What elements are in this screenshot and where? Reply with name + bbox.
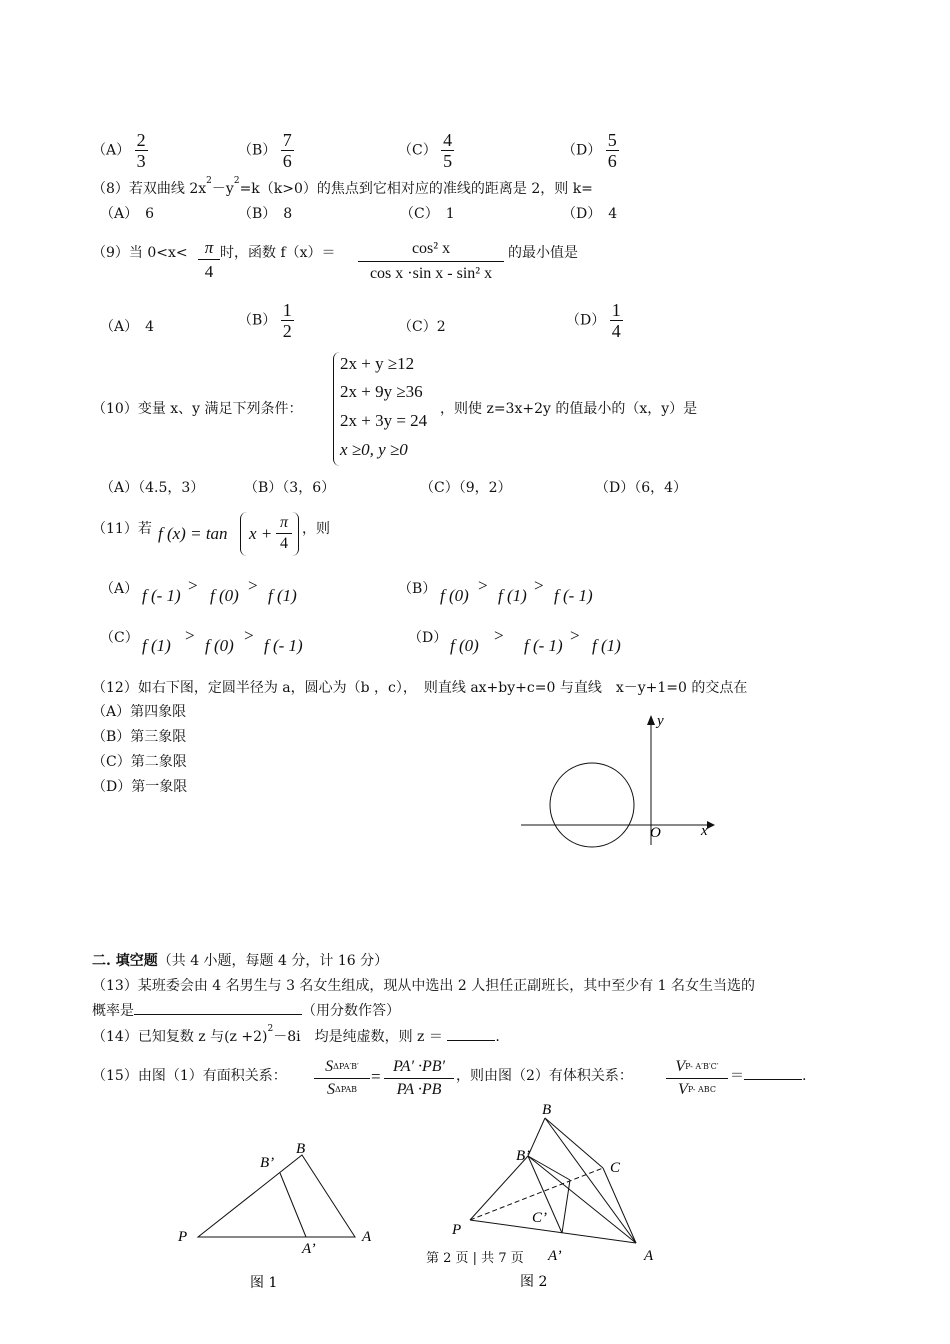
- q11-b-term2: f (1): [498, 586, 527, 605]
- triangle-pab: [198, 1155, 355, 1237]
- q12-stem: （12）如右下图，定圆半径为 a，圆心为（b ，c）， 则直线 ax+by+c=0 与直线 x－y+1=0 的交点在: [92, 680, 748, 696]
- q8-option-d: （D） 4: [562, 206, 618, 222]
- label-a-prime: A’: [548, 1248, 562, 1264]
- q12-option-a: （A）第四象限: [92, 704, 187, 720]
- q7-option-b: （B） $\frac{7}{6}$: [238, 130, 292, 171]
- label-p: P: [178, 1229, 188, 1245]
- q11-c-term3: f (- 1): [264, 636, 303, 655]
- q14-answer-blank: [447, 1026, 495, 1041]
- edge-c-prime-a-prime: [562, 1180, 570, 1233]
- gt-sign: >: [248, 576, 258, 595]
- q10-cond4: x ≥0, y ≥0: [340, 440, 408, 459]
- q12-option-b: （B）第三象限: [92, 729, 187, 745]
- gt-sign: >: [185, 626, 195, 645]
- q13-answer-blank: [134, 1000, 302, 1015]
- label-a: A: [644, 1248, 654, 1264]
- x-axis-label: x: [701, 823, 708, 839]
- q10-cond1: 2x + y ≥12: [340, 354, 415, 373]
- label-b: B: [542, 1102, 552, 1118]
- q9-option-a: （A） 4: [100, 319, 155, 335]
- q11-d-term2: f (- 1): [524, 636, 563, 655]
- q9-option-b: （B） $\frac{1}{2}$: [238, 300, 292, 341]
- q11-stem-end: ，则: [302, 521, 330, 537]
- q10-cond2: 2x + 9y ≥36: [340, 382, 423, 401]
- q9-fraction: cos² x cos x ·sin x - sin² x: [358, 237, 504, 286]
- fraction: $\frac{7}{6}$: [282, 130, 292, 171]
- q11-c-term2: f (0): [205, 636, 234, 655]
- q7-option-c: （C） $\frac{4}{5}$: [398, 130, 453, 171]
- gt-sign: >: [478, 576, 488, 595]
- q11-b-term3: f (- 1): [554, 586, 593, 605]
- gt-sign: >: [570, 626, 580, 645]
- q15-text-mid: ，则由图（2）有体积关系：: [456, 1068, 633, 1084]
- q10-cond3: 2x + 3y = 24: [340, 411, 428, 430]
- fraction: $\frac{4}{5}$: [443, 130, 453, 171]
- q11-f: f (x) = tan: [158, 524, 228, 543]
- q12-option-c: （C）第二象限: [92, 754, 187, 770]
- q15-area-ratio: SΔPA′B′ SΔPAB: [314, 1056, 370, 1101]
- origin-label: O: [650, 825, 661, 841]
- edge-b-c: [545, 1118, 603, 1168]
- q10-option-c: （C）（9，2）: [420, 480, 512, 496]
- label-b-prime: B’: [516, 1148, 531, 1164]
- segment-a-prime-b-prime: [280, 1173, 306, 1237]
- q7-option-d: （D） $\frac{5}{6}$: [562, 130, 617, 171]
- q15-length-ratio: PA′ ·PB′ PA ·PB: [384, 1056, 454, 1101]
- label-p: P: [452, 1222, 462, 1238]
- q15-answer-blank: [744, 1065, 802, 1080]
- q8-option-c: （C） 1: [400, 206, 455, 222]
- label-c-prime: C’: [532, 1210, 547, 1226]
- q11-paren-left: [240, 512, 247, 556]
- q8-stem: （8）若双曲线 $2x^2-y^2=k(k>0)$的焦点到它相对应的准线的距离是 2，则 k=: [92, 176, 593, 197]
- label-b-prime: B’: [260, 1155, 275, 1171]
- figure-1-caption: 图 1: [250, 1275, 278, 1291]
- q10-brace: [333, 352, 340, 466]
- q11-a-term3: f (1): [268, 586, 297, 605]
- fixed-circle: [550, 763, 634, 847]
- q11-pi-over-4: π 4: [276, 513, 292, 554]
- q11-d-term3: f (1): [592, 636, 621, 655]
- y-axis-label: y: [657, 713, 664, 729]
- label-b: B: [296, 1141, 306, 1157]
- label-c: C: [610, 1160, 621, 1176]
- q10-option-d: （D）（6，4）: [595, 480, 688, 496]
- q15-answer: ＝ .: [730, 1065, 806, 1085]
- q11-paren-right: [292, 512, 299, 556]
- q7-option-a: （A） $\frac{2}{3}$: [92, 130, 146, 171]
- y-axis-arrow-icon: [647, 715, 655, 725]
- q11-a-term2: f (0): [210, 586, 239, 605]
- q10-stem-start: （10）变量 x、y 满足下列条件：: [92, 401, 303, 417]
- figure-1-triangle: [170, 1135, 390, 1300]
- fraction: $\frac{5}{6}$: [607, 130, 617, 171]
- q11-a-term1: f (- 1): [142, 586, 181, 605]
- q11-d-term1: f (0): [450, 636, 479, 655]
- gt-sign: >: [188, 576, 198, 595]
- q10-option-b: （B）（3，6）: [244, 480, 336, 496]
- figure-2-caption: 图 2: [520, 1274, 548, 1290]
- q11-c-term1: f (1): [142, 636, 171, 655]
- edge-p-b-prime: [470, 1156, 528, 1220]
- gt-sign: >: [534, 576, 544, 595]
- q9-stem-start: （9）当 0<x<: [92, 245, 188, 261]
- q14: （14）已知复数 z 与$(z +2)^2-8i$ 均是纯虚数，则 z ＝ .: [92, 1024, 500, 1045]
- q11-b-term1: f (0): [440, 586, 469, 605]
- edge-c-a: [603, 1168, 636, 1243]
- q9-option-d: （D） $\frac{1}{4}$: [566, 300, 621, 341]
- q11-option-c-label: （C）: [100, 630, 139, 646]
- q10-option-a: （A）（4.5，3）: [100, 480, 205, 496]
- q9-stem-mid: 时，函数 f（x）＝: [220, 245, 336, 261]
- q9-option-c: （C）2: [398, 319, 446, 335]
- q12-circle-figure: [515, 705, 725, 850]
- gt-sign: >: [244, 626, 254, 645]
- q11-option-a-label: （A）: [100, 581, 139, 597]
- q13-line2: 概率是 （用分数作答）: [92, 1000, 400, 1020]
- q11-option-d-label: （D）: [408, 630, 448, 646]
- q8-option-b: （B） 8: [238, 206, 293, 222]
- q9-stem-end: 的最小值是: [508, 245, 578, 261]
- q12-option-d: （D）第一象限: [92, 779, 188, 795]
- q11-stem-start: （11）若: [92, 521, 152, 537]
- x-axis-arrow-icon: [707, 821, 715, 829]
- gt-sign: >: [494, 626, 504, 645]
- q13-line1: （13）某班委会由 4 名男生与 3 名女生组成，现从中选出 2 人担任正副班长，其中至少有 1 名女生当选的: [92, 978, 756, 994]
- q15-volume-ratio: VP- A′B′C′ VP- ABC: [666, 1056, 728, 1101]
- q11-option-b-label: （B）: [398, 581, 437, 597]
- q10-stem-end: ，则使 z=3x+2y 的值最小的（x，y）是: [440, 401, 698, 417]
- fraction: $\frac{2}{3}$: [136, 130, 146, 171]
- label-a: A: [362, 1229, 372, 1245]
- label-a-prime: A’: [302, 1241, 316, 1257]
- edge-b-prime-b: [528, 1118, 545, 1156]
- q8-option-a: （A） 6: [100, 206, 155, 222]
- equals-sign: =: [371, 1067, 381, 1086]
- q15-text-start: （15）由图（1）有面积关系：: [92, 1068, 287, 1084]
- edge-b-prime-c-prime: [528, 1156, 570, 1180]
- q9-pi-over-4: π 4: [198, 237, 220, 284]
- section-2-heading: 二. 填空题（共 4 小题，每题 4 分，计 16 分）: [92, 953, 389, 969]
- page-footer: 第 2 页 | 共 7 页: [426, 1251, 524, 1266]
- q11-inner: x +: [249, 524, 273, 543]
